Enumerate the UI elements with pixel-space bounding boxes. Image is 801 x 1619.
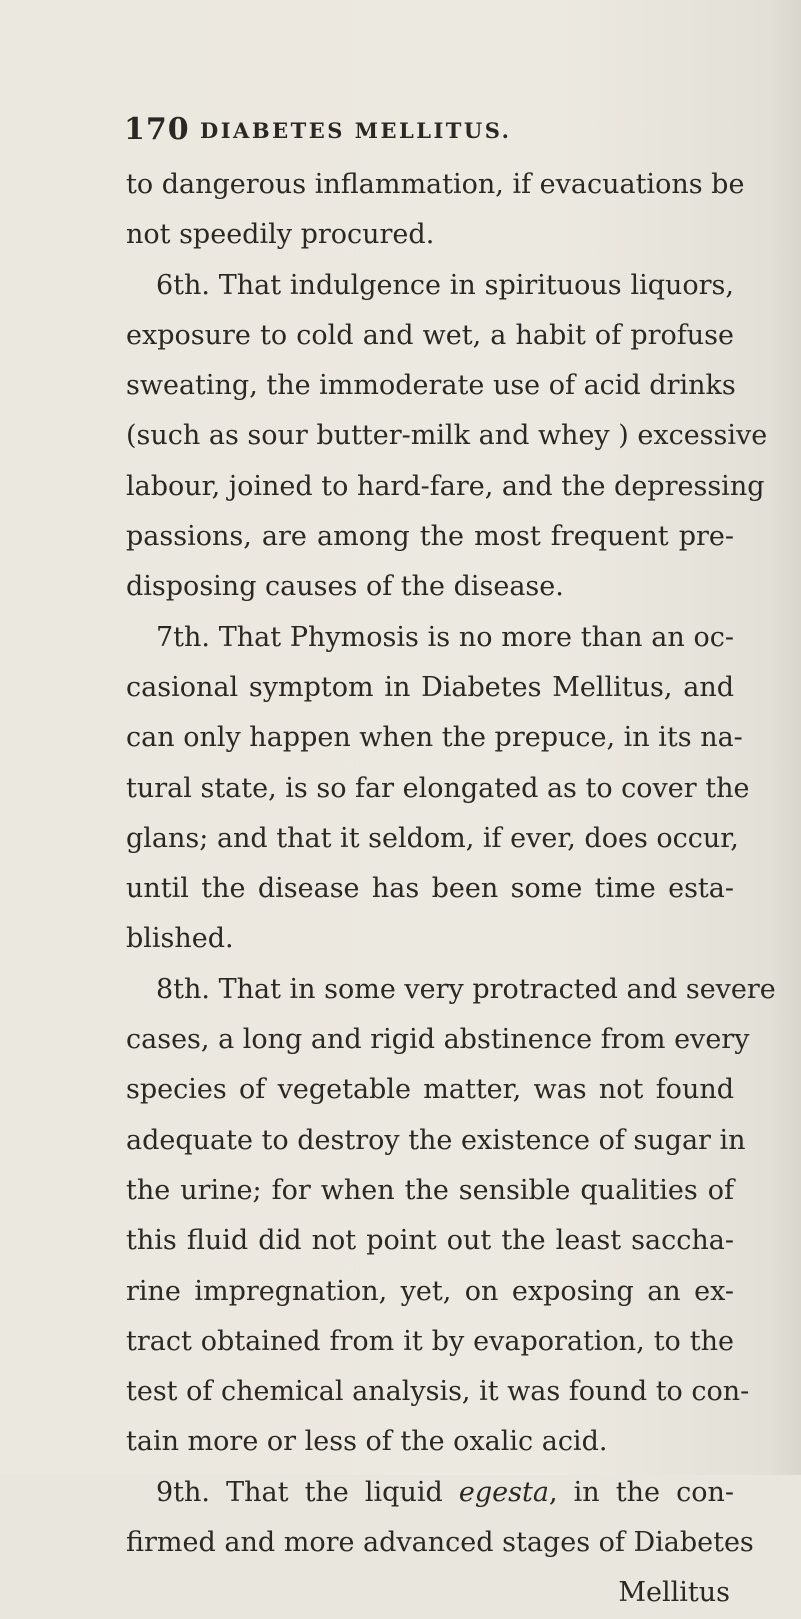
text-line: casional symptom in Diabetes Mellitus, and — [126, 671, 734, 703]
text-line: species of vegetable matter, was not found — [126, 1074, 734, 1106]
text-fragment: 9th. That the liquid — [156, 1476, 459, 1508]
text-line: cases, a long and rigid abstinence from every — [126, 1024, 750, 1056]
text-line: this fluid did not point out the least saccha- — [126, 1225, 734, 1257]
text-line: firmed and more advanced stages of Diabetes — [126, 1527, 754, 1559]
text-line: sweating, the immoderate use of acid drinks — [126, 370, 736, 402]
text-line: labour, joined to hard-fare, and the depressing — [126, 470, 765, 502]
text-fragment: , in the con- — [548, 1476, 734, 1508]
text-line: test of chemical analysis, it was found to con- — [126, 1376, 750, 1408]
text-line: can only happen when the prepuce, in its na- — [126, 722, 743, 754]
paragraph-7th-start: 7th. That Phymosis is no more than an oc- — [156, 621, 734, 653]
text-line: exposure to cold and wet, a habit of profuse — [126, 319, 734, 351]
italic-term: egesta — [458, 1476, 549, 1508]
text-line: to dangerous inflammation, if evacuations be — [126, 169, 745, 200]
paragraph-8th-start: 8th. That in some very protracted and severe — [156, 973, 776, 1005]
page-number: 170 — [124, 112, 190, 147]
text-line: glans; and that it seldom, if ever, does occur, — [126, 822, 739, 854]
text-line: disposing causes of the disease. — [126, 571, 564, 603]
paragraph-6th-start: 6th. That indulgence in spirituous liquors, — [156, 269, 734, 301]
text-line: rine impregnation, yet, on exposing an ex- — [126, 1275, 734, 1307]
text-line: tract obtained from it by evaporation, to the — [126, 1325, 734, 1357]
text-line: the urine; for when the sensible qualities of — [126, 1174, 734, 1206]
text-line: blished. — [126, 923, 234, 955]
text-line: not speedily procured. — [126, 219, 435, 251]
text-line: adequate to destroy the existence of sugar in — [126, 1124, 746, 1156]
text-line: tain more or less of the oxalic acid. — [126, 1426, 608, 1458]
text-line: passions, are among the most frequent pre- — [126, 521, 734, 553]
page-header — [124, 112, 744, 152]
catchword: Mellitus — [618, 1577, 730, 1609]
paragraph-9th-start — [126, 1468, 734, 1518]
text-line: tural state, is so far elongated as to cover the — [126, 772, 750, 804]
body-text — [126, 160, 776, 1619]
text-line: until the disease has been some time esta- — [126, 873, 734, 905]
running-title: DIABETES MELLITUS. — [200, 118, 512, 143]
text-line: (such as sour butter-milk and whey ) excessive — [126, 420, 768, 452]
